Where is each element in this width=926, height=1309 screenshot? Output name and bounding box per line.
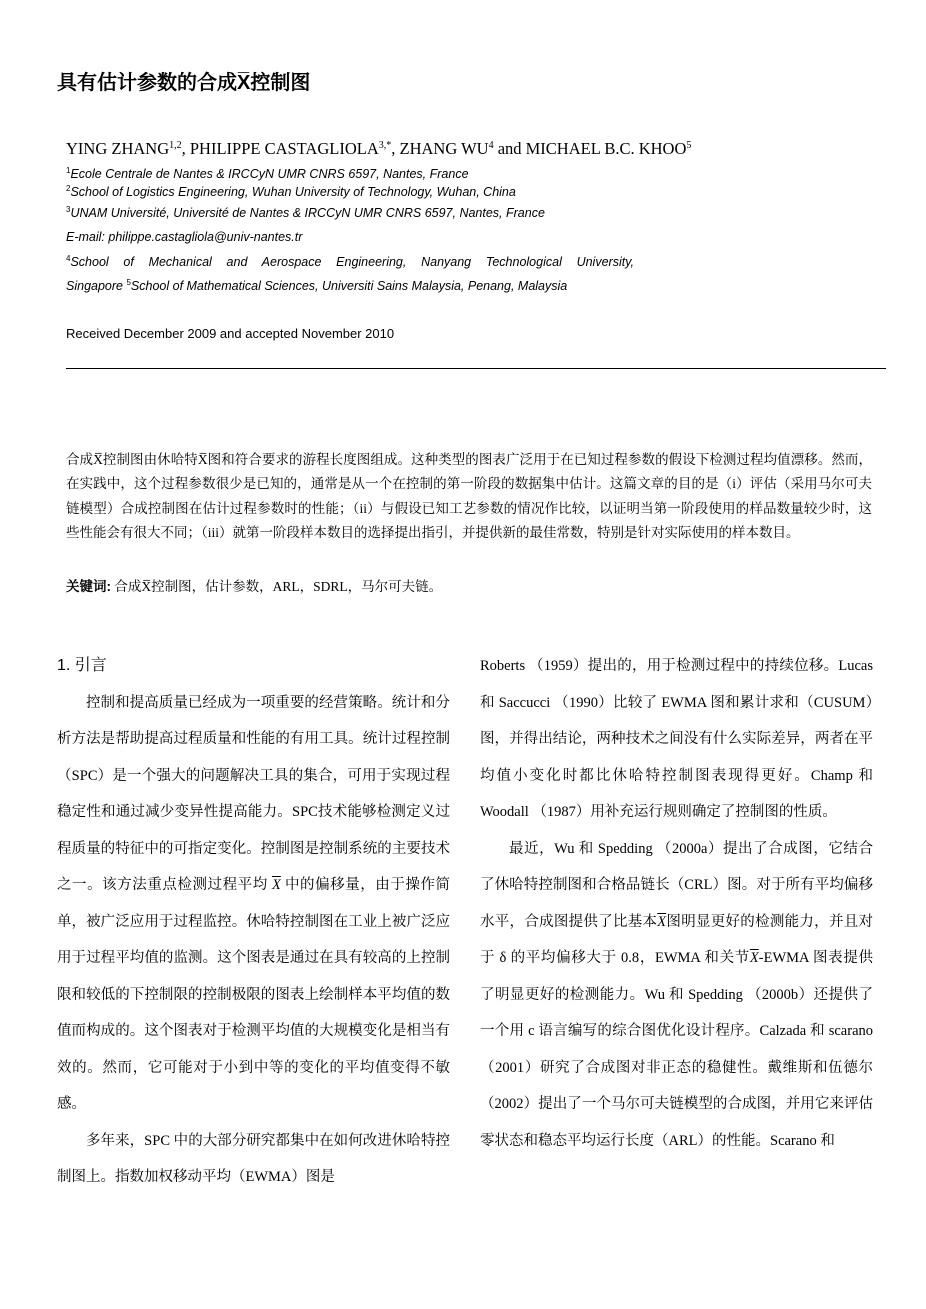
right-column: [480, 648, 873, 1159]
paragraph-text: -EWMA 图表提供了明显更好的检测能力。Wu 和 Spedding （2000b）还提供了一个用 c 语言编写的综合图优化设计程序。Calzada 和 scarano（2001）研究了合成图对非正态的稳健性。戴维斯和伍德尔（2002）提出了一个马尔可夫链模型的合成图，并用它来评估零状态和稳态平均运行长度（ARL）的性能。Scarano 和: [480, 950, 873, 1149]
affiliation-text: School of Mechanical and Aerospace Engineering, Nanyang Technological University,: [70, 255, 634, 269]
math-symbol: $\overline{X}$: [657, 913, 667, 930]
contact-email: E-mail: philippe.castagliola@univ-nantes.tr: [66, 230, 303, 244]
math-symbol: $\overline{X}$: [749, 950, 759, 966]
affiliation-3: [66, 206, 545, 220]
affiliation-text: UNAM Université, Université de Nantes & IRCCyN UMR CNRS 6597, Nantes, France: [70, 206, 545, 220]
author-affiliation-mark: 4: [488, 140, 494, 151]
paragraph: Roberts （1959）提出的，用于检测过程中的持续位移。Lucas 和 Saccucci （1990）比较了 EWMA 图和累计求和（CUSUM）图，并得出结论，两种技术之间没有什么实际差异，两者在平均值小变化时都比休哈特控制图表现得更好。Champ 和 Woodall （1987）用补充运行规则确定了控制图的性质。: [480, 658, 873, 820]
affiliation-text: Singapore: [66, 279, 127, 293]
affiliation-number: 1: [66, 166, 71, 175]
author-affiliation-mark: 3,*: [378, 140, 392, 151]
author-separator: ,: [181, 139, 190, 158]
math-symbol: $\overline{X}$: [271, 877, 281, 893]
paragraph-text: 控制和提高质量已经成为一项重要的经营策略。统计和分析方法是帮助提高过程质量和性能的有用工具。统计过程控制（SPC）是一个强大的问题解决工具的集合，可用于实现过程稳定性和通过减少变异性提高能力。SPC技术能够检测定义过程质量的特征中的可指定变化。控制图是控制系统的主要技术之一。该方法重点检测过程平均: [57, 694, 450, 893]
keywords: [66, 575, 442, 595]
keywords-text: 合成X̅控制图，估计参数，ARL，SDRL，马尔可夫链。: [111, 579, 443, 594]
paragraph-text: 中的偏移量，由于操作简单，被广泛应用于过程监控。休哈特控制图在工业上被广泛应用于过程平均值的监测。这个图表是通过在具有较高的上控制限和较低的下控制限的控制极限的图表上绘制样本平均值的数值而构成的。这个图表对于检测平均值的大规模变化是相当有效的。然而，它可能对于小到中等的变化的平均值变得不敏感。: [57, 877, 451, 1112]
author-name: PHILIPPE CASTAGLIOLA: [189, 139, 379, 158]
received-date: Received December 2009 and accepted November 2010: [66, 326, 395, 341]
affiliation-2: [66, 185, 516, 199]
header-divider: [66, 368, 886, 369]
author-separator: and: [493, 139, 526, 158]
abstract: 合成X̅控制图由休哈特X̅图和符合要求的游程长度图组成。这种类型的图表广泛用于在已知过程参数的假设下检测过程均值漂移。然而，在实践中，这个过程参数很少是已知的，通常是从一个在控制的第一阶段的数据集中估计。这篇文章的目的是（i）评估（采用马尔可夫链模型）合成控制图在估计过程参数时的性能；（ii）与假设已知工艺参数的情况作比较，以证明当第一阶段使用的样品数量较少时，这些性能会有很大不同；（iii）就第一阶段样本数目的选择提出指引，并提供新的最佳常数，特别是针对实际使用的样本数目。: [66, 452, 872, 540]
affiliation-text: Ecole Centrale de Nantes & IRCCyN UMR CNRS 6597, Nantes, France: [70, 167, 469, 181]
affiliation-number: 4: [66, 254, 71, 263]
author-name: ZHANG WU: [399, 139, 489, 158]
affiliation-text: School of Logistics Engineering, Wuhan University of Technology, Wuhan, China: [70, 185, 516, 199]
author-name: MICHAEL B.C. KHOO: [525, 139, 687, 158]
affiliation-5: [66, 279, 567, 293]
section-heading: 1. 引言: [57, 657, 107, 674]
author-affiliation-mark: 5: [686, 140, 692, 151]
affiliation-1: [66, 167, 469, 181]
paragraph-text: 图明显更好的检测能力，并且对于 δ 的平均偏移大于 0.8，EWMA 和关节: [480, 913, 874, 966]
paragraph: [480, 831, 873, 1160]
paragraph: 多年来，SPC 中的大部分研究都集中在如何改进休哈特控制图上。指数加权移动平均（EWMA）图是: [57, 1132, 450, 1185]
affiliation-number: 3: [66, 205, 71, 214]
paper-title: 具有估计参数的合成X̅控制图: [57, 72, 311, 94]
left-column: [57, 648, 450, 1196]
paragraph-text: 最近，Wu 和 Spedding （2000a）提出了合成图，它结合了休哈特控制图和合格品链长（CRL）图。对于所有平均偏移水平，合成图提供了比基本: [480, 840, 873, 930]
keywords-label: 关键词:: [66, 579, 111, 594]
author-list: [66, 139, 691, 159]
author-separator: ,: [391, 139, 400, 158]
affiliation-4: [66, 255, 634, 269]
affiliation-number: 2: [66, 184, 71, 193]
affiliation-number: 5: [126, 278, 131, 287]
author-affiliation-mark: 1,2: [169, 140, 182, 151]
affiliation-text: School of Mathematical Sciences, Universiti Sains Malaysia, Penang, Malaysia: [130, 279, 568, 293]
author-name: YING ZHANG: [66, 139, 170, 158]
paragraph: [57, 685, 450, 1123]
